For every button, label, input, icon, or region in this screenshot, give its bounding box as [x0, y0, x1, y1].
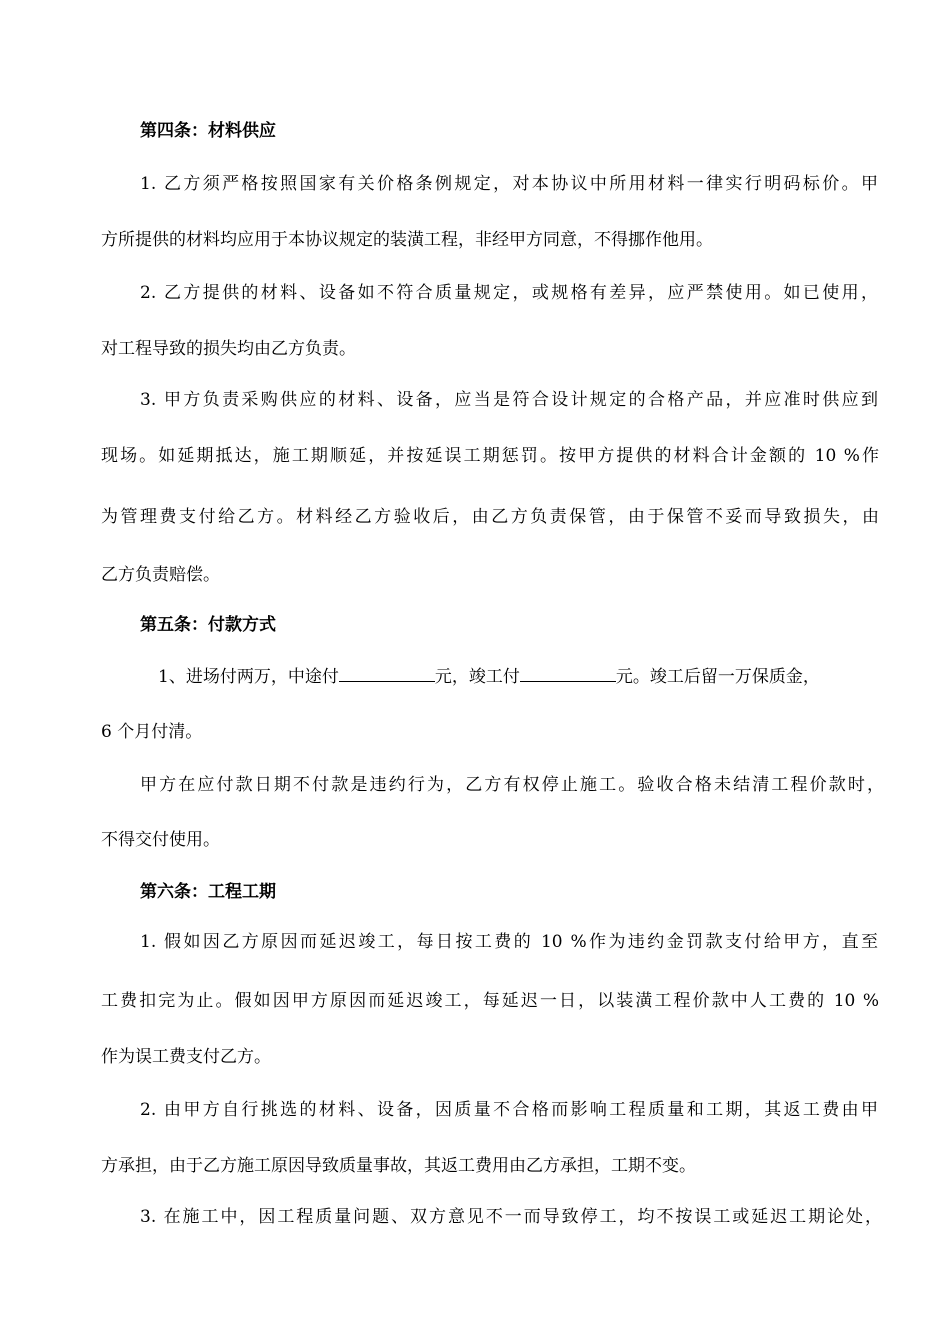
article-4-line-3: 2. 乙方提供的材料、设备如不符合质量规定，或规格有差异，应严禁使用。如已使用， — [140, 283, 878, 303]
completion-amount-blank[interactable] — [520, 663, 616, 682]
article-5-line-1: 甲方在应付款日期不付款是违约行为，乙方有权停止施工。验收合格未结清工程价款时， — [140, 775, 884, 795]
article-5-payment-line-2: 6 个月付清。 — [101, 722, 203, 742]
article-5-heading: 第五条：付款方式 — [140, 615, 276, 635]
article-4-line-7: 为管理费支付给乙方。材料经乙方验收后，由乙方负责保管，由于保管不妥而导致损失，由 — [101, 507, 879, 527]
article-4-line-4: 对工程导致的损失均由乙方负责。 — [101, 339, 356, 359]
payment-text-middle: 元，竣工付 — [434, 667, 520, 687]
article-4-line-1: 1. 乙方须严格按照国家有关价格条例规定，对本协议中所用材料一律实行明码标价。甲 — [140, 174, 878, 194]
payment-text-end: 元。竣工后留一万保质金， — [615, 667, 820, 687]
article-4-line-6: 现场。如延期抵达，施工期顺延，并按延误工期惩罚。按甲方提供的材料合计金额的 10 %作 — [101, 446, 879, 466]
article-4-line-5: 3. 甲方负责采购供应的材料、设备，应当是符合设计规定的合格产品，并应准时供应到 — [140, 390, 878, 410]
midway-amount-blank[interactable] — [339, 663, 435, 682]
article-4-line-2: 方所提供的材料均应用于本协议规定的装潢工程，非经甲方同意，不得挪作他用。 — [101, 230, 713, 250]
article-6-line-6: 3. 在施工中，因工程质量问题、双方意见不一而导致停工，均不按误工或延迟工期论处， — [140, 1207, 882, 1227]
article-6-line-1: 1. 假如因乙方原因而延迟竣工，每日按工费的 10 %作为违约金罚款支付给甲方，直至 — [140, 932, 878, 952]
article-6-line-3: 作为误工费支付乙方。 — [101, 1047, 271, 1067]
article-6-line-4: 2. 由甲方自行挑选的材料、设备，因质量不合格而影响工程质量和工期，其返工费由甲 — [140, 1100, 878, 1120]
article-4-heading: 第四条：材料供应 — [140, 121, 276, 141]
article-6-line-5: 方承担，由于乙方施工原因导致质量事故，其返工费用由乙方承担，工期不变。 — [101, 1156, 696, 1176]
article-5-payment-line — [158, 663, 820, 689]
payment-text-start: 1、进场付两万，中途付 — [158, 667, 339, 687]
article-6-heading: 第六条：工程工期 — [140, 882, 276, 902]
article-4-line-8: 乙方负责赔偿。 — [101, 565, 220, 585]
article-5-line-2: 不得交付使用。 — [101, 830, 220, 850]
article-6-line-2: 工费扣完为止。假如因甲方原因而延迟竣工，每延迟一日，以装潢工程价款中人工费的 10 % — [101, 991, 879, 1011]
